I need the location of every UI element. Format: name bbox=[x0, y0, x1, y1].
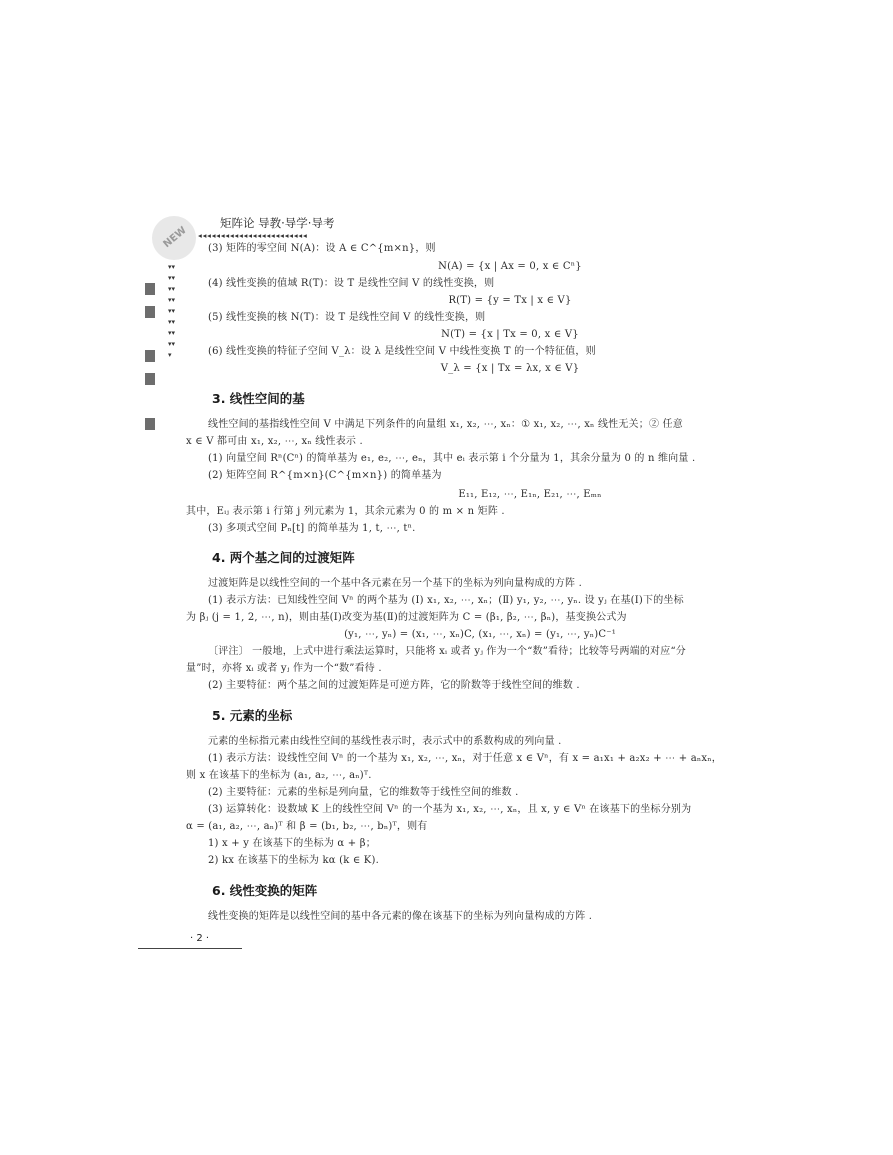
sec5-paragraph-4: (2) 主要特征：元素的坐标是列向量，它的维数等于线性空间的维数 . bbox=[208, 787, 519, 798]
sec4-paragraph-remark-2: 量”时，亦将 xᵢ 或者 yⱼ 作为一个“数”看待 . bbox=[186, 663, 382, 674]
sec4-paragraph-features: (2) 主要特征：两个基之间的过渡矩阵是可逆方阵，它的阶数等于线性空间的维数 . bbox=[208, 680, 580, 691]
sec3-paragraph-1: 线性空间的基指线性空间 V 中满足下列条件的向量组 x₁, x₂, ⋯, xₙ：① x₁, x₂, ⋯, xₙ 线性无关；② 任意 bbox=[208, 419, 683, 430]
new-badge-label: NEW bbox=[161, 224, 189, 251]
sec3-paragraph-5: 其中，Eᵢⱼ 表示第 i 行第 j 列元素为 1，其余元素为 0 的 m × n 矩阵 . bbox=[186, 506, 505, 517]
item-null-space: (3) 矩阵的零空间 N(A)：设 A ∈ C^{m×n}，则 bbox=[208, 243, 436, 254]
section-5-heading: 5. 元素的坐标 bbox=[212, 708, 293, 723]
sec4-paragraph-2: (1) 表示方法：已知线性空间 Vⁿ 的两个基为 (Ⅰ) x₁, x₂, ⋯, xₙ；(Ⅱ) y₁, y₂, ⋯, yₙ. 设 yⱼ 在基(Ⅰ)下的坐标 bbox=[208, 595, 684, 606]
footer-rule bbox=[138, 948, 242, 949]
item-range: (4) 线性变换的值域 R(T)：设 T 是线性空间 V 的线性变换，则 bbox=[208, 278, 495, 289]
sec5-paragraph-7: 1) x + y 在该基下的坐标为 α + β； bbox=[208, 838, 376, 849]
side-triangle-column: ▾▾▾▾▾▾▾▾▾▾▾▾▾▾▾▾▾ bbox=[168, 263, 176, 359]
sec5-paragraph-3: 则 x 在该基下的坐标为 (a₁, a₂, ⋯, aₙ)ᵀ. bbox=[186, 770, 372, 781]
formula-range: R(T) = {y = Tx | x ∈ V} bbox=[448, 295, 572, 306]
sec5-paragraph-5: (3) 运算转化：设数域 K 上的线性空间 Vⁿ 的一个基为 x₁, x₂, ⋯, xₙ，且 x, y ∈ Vⁿ 在该基下的坐标分别为 bbox=[208, 804, 692, 815]
section-6-heading: 6. 线性变换的矩阵 bbox=[212, 883, 318, 898]
side-marker-3 bbox=[145, 350, 155, 362]
sec5-paragraph-1: 元素的坐标指元素由线性空间的基线性表示时，表示式中的系数构成的列向量 . bbox=[208, 736, 562, 747]
header-title: 矩阵论 导教·导学·导考 bbox=[220, 216, 335, 230]
section-4-heading: 4. 两个基之间的过渡矩阵 bbox=[212, 550, 355, 565]
formula-eigen-subspace: V_λ = {x | Tx = λx, x ∈ V} bbox=[440, 363, 580, 374]
header-arrow-rule: ◂◂◂◂◂◂◂◂◂◂◂◂◂◂◂◂◂◂◂◂◂◂◂◂ bbox=[198, 231, 308, 240]
formula-kernel: N(T) = {x | Tx = 0, x ∈ V} bbox=[441, 329, 579, 340]
sec4-paragraph-3: 为 βⱼ (j = 1, 2, ⋯, n)，则由基(Ⅰ)改变为基(Ⅱ)的过渡矩阵为 C = (β₁, β₂, ⋯, βₙ)，基变换公式为 bbox=[186, 612, 627, 623]
formula-null-space: N(A) = {x | Ax = 0, x ∈ Cⁿ} bbox=[438, 261, 582, 272]
sec5-paragraph-2: (1) 表示方法：设线性空间 Vⁿ 的一个基为 x₁, x₂, ⋯, xₙ，对于任意 x ∈ Vⁿ，有 x = a₁x₁ + a₂x₂ + ⋯ + aₙxₙ， bbox=[208, 753, 722, 764]
sec5-paragraph-6: α = (a₁, a₂, ⋯, aₙ)ᵀ 和 β = (b₁, b₂, ⋯, bₙ)ᵀ，则有 bbox=[186, 821, 428, 832]
section-3-heading: 3. 线性空间的基 bbox=[212, 391, 305, 406]
sec6-paragraph-1: 线性变换的矩阵是以线性空间的基中各元素的像在该基下的坐标为列向量构成的方阵 . bbox=[208, 911, 593, 922]
sec5-paragraph-8: 2) kx 在该基下的坐标为 kα (k ∈ K). bbox=[208, 855, 379, 866]
sec4-formula-change-of-basis: (y₁, ⋯, yₙ) = (x₁, ⋯, xₙ)C, (x₁, ⋯, xₙ) = (y₁, ⋯, yₙ)C⁻¹ bbox=[344, 629, 616, 640]
side-marker-4 bbox=[145, 373, 155, 385]
sec3-paragraph-2: x ∈ V 都可由 x₁, x₂, ⋯, xₙ 线性表示 . bbox=[186, 436, 363, 447]
sec4-paragraph-1: 过渡矩阵是以线性空间的一个基中各元素在另一个基下的坐标为列向量构成的方阵 . bbox=[208, 578, 582, 589]
sec3-paragraph-6: (3) 多项式空间 Pₙ[t] 的简单基为 1, t, ⋯, tⁿ. bbox=[208, 523, 416, 534]
sec4-paragraph-remark-1: 〔评注〕 一般地，上式中进行乘法运算时，只能将 xᵢ 或者 yⱼ 作为一个“数”看待；比较等号两端的对应“分 bbox=[208, 646, 686, 657]
sec3-paragraph-3: (1) 向量空间 Rⁿ(Cⁿ) 的简单基为 e₁, e₂, ⋯, eₙ，其中 eᵢ 表示第 i 个分量为 1，其余分量为 0 的 n 维向量 . bbox=[208, 453, 696, 464]
sec3-formula-basis: E₁₁, E₁₂, ⋯, E₁ₙ, E₂₁, ⋯, Eₘₙ bbox=[458, 489, 602, 500]
page-number: · 2 · bbox=[190, 933, 210, 944]
side-marker-5 bbox=[145, 418, 155, 430]
side-marker-2 bbox=[145, 306, 155, 318]
item-kernel: (5) 线性变换的核 N(T)：设 T 是线性空间 V 的线性变换，则 bbox=[208, 312, 486, 323]
item-eigen-subspace: (6) 线性变换的特征子空间 V_λ：设 λ 是线性空间 V 中线性变换 T 的一个特征值，则 bbox=[208, 346, 596, 357]
sec3-paragraph-4: (2) 矩阵空间 R^{m×n}(C^{m×n}) 的简单基为 bbox=[208, 470, 442, 481]
side-marker-1 bbox=[145, 283, 155, 295]
